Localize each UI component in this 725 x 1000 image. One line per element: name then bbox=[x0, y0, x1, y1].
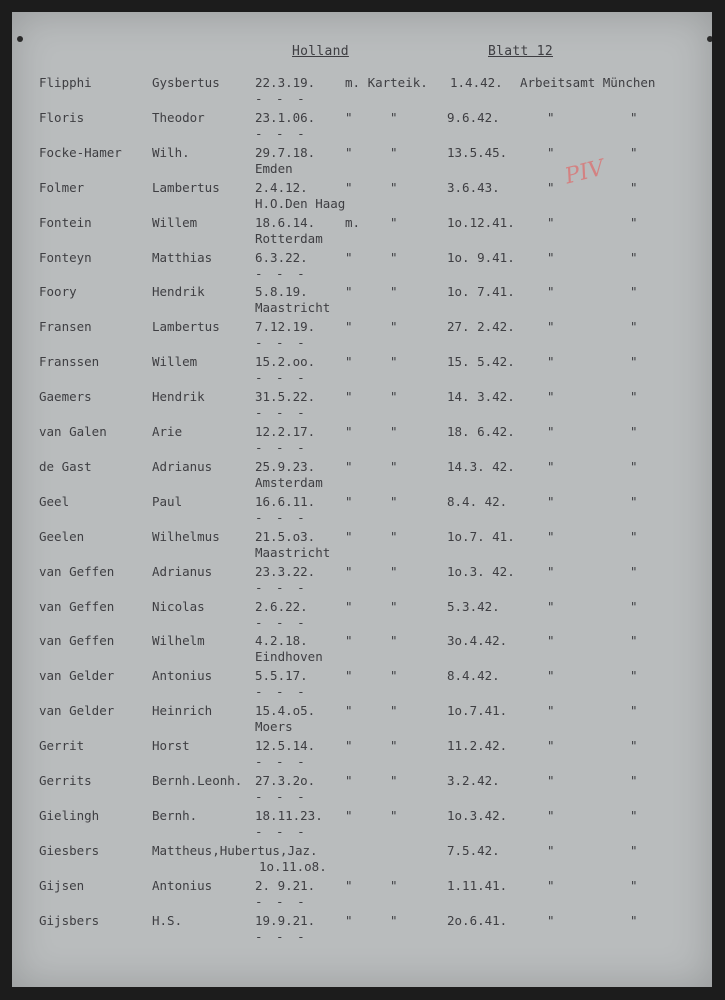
list-item bbox=[12, 250, 712, 284]
surname: Folmer bbox=[39, 179, 85, 195]
ditto-mark: " bbox=[547, 493, 555, 509]
ditto-mark: " bbox=[630, 598, 638, 614]
birth-date: 31.5.22. bbox=[255, 389, 316, 405]
birthplace-note: - - - bbox=[255, 370, 308, 386]
ditto-mark: " bbox=[547, 668, 555, 684]
birthplace-note: - - - bbox=[255, 928, 308, 944]
ditto-mark: " bbox=[547, 389, 555, 405]
entry-date: 3o.4.42. bbox=[447, 633, 508, 649]
ditto-mark: " bbox=[630, 214, 638, 230]
list-item bbox=[12, 215, 712, 249]
entry-date: 2o.6.41. bbox=[447, 912, 508, 928]
surname: van Geffen bbox=[39, 633, 115, 649]
entry-date: 9.6.42. bbox=[447, 109, 500, 125]
entry-date: 3.2.42. bbox=[447, 773, 500, 788]
given-names: Mattheus,Hubertus,Jaz. bbox=[152, 842, 318, 858]
ditto-mark: " bbox=[345, 179, 353, 195]
document-sheet bbox=[12, 12, 712, 987]
birthplace-note: H.O.Den Haag bbox=[255, 195, 346, 211]
surname: Geel bbox=[39, 493, 70, 509]
birth-date: 2.4.12. bbox=[255, 179, 308, 195]
entry-date: 1o.3. 42. bbox=[447, 563, 515, 579]
birthplace-note: Eindhoven bbox=[255, 649, 323, 665]
given-names: Hendrik bbox=[152, 284, 205, 300]
ditto-mark: " bbox=[345, 738, 353, 754]
ditto-mark: " bbox=[630, 284, 638, 300]
birthplace-note: - - - bbox=[255, 579, 308, 595]
list-item bbox=[12, 459, 712, 493]
ditto-mark: " bbox=[630, 912, 638, 928]
list-item bbox=[12, 180, 712, 214]
list-item bbox=[12, 564, 712, 598]
birthplace-note: - - - bbox=[255, 335, 308, 351]
entry-date: 8.4. 42. bbox=[447, 493, 508, 509]
ditto-mark: " bbox=[547, 877, 555, 893]
ditto-mark: " bbox=[345, 528, 353, 544]
birthplace-note: Moers bbox=[255, 719, 293, 735]
ditto-mark: " bbox=[547, 144, 555, 160]
given-names: Paul bbox=[152, 493, 183, 509]
ditto-mark: " bbox=[630, 528, 638, 544]
ditto-mark: " bbox=[547, 703, 555, 719]
given-names: Bernh.Leonh. bbox=[152, 773, 243, 788]
birth-date: 21.5.o3. bbox=[255, 528, 316, 544]
given-names: Bernh. bbox=[152, 807, 198, 823]
ditto-mark: " bbox=[630, 458, 638, 474]
ditto-mark: " bbox=[547, 214, 555, 230]
ditto-mark: " bbox=[390, 528, 398, 544]
birthplace-note: - - - bbox=[255, 91, 308, 106]
ditto-mark: " bbox=[547, 563, 555, 579]
list-item bbox=[12, 913, 712, 947]
ditto-mark: " bbox=[547, 807, 555, 823]
ditto-mark: " bbox=[390, 493, 398, 509]
ditto-mark: " bbox=[390, 389, 398, 405]
surname: Giesbers bbox=[39, 842, 100, 858]
list-item bbox=[12, 424, 712, 458]
birth-date: 18.6.14. bbox=[255, 214, 316, 230]
ditto-mark: " bbox=[547, 842, 555, 858]
ditto-mark: " bbox=[630, 493, 638, 509]
birth-date: 12.2.17. bbox=[255, 424, 316, 439]
given-names: Matthias bbox=[152, 249, 213, 265]
ditto-mark: " bbox=[390, 354, 398, 370]
list-item bbox=[12, 354, 712, 388]
list-item bbox=[12, 110, 712, 144]
birthplace-note: Emden bbox=[255, 160, 293, 176]
list-item bbox=[12, 599, 712, 633]
birthplace-note: - - - bbox=[255, 440, 308, 455]
birth-date: 25.9.23. bbox=[255, 458, 316, 474]
surname: Geelen bbox=[39, 528, 85, 544]
ditto-mark: " bbox=[630, 109, 638, 125]
ditto-mark: Arbeitsamt München bbox=[520, 75, 656, 90]
surname: Fransen bbox=[39, 319, 92, 335]
ditto-mark: " bbox=[345, 912, 353, 928]
surname: Gielingh bbox=[39, 807, 100, 823]
entry-date: 1o. 9.41. bbox=[447, 249, 515, 265]
birth-date: 7.12.19. bbox=[255, 319, 316, 335]
ditto-mark: " bbox=[390, 458, 398, 474]
entry-date: 7.5.42. bbox=[447, 842, 500, 858]
list-item bbox=[12, 843, 712, 877]
ditto-mark: " bbox=[547, 773, 555, 788]
birthplace-note: - - - bbox=[255, 265, 308, 281]
ditto-mark: " bbox=[390, 807, 398, 823]
header-country: Holland bbox=[292, 44, 349, 59]
ditto-mark: " bbox=[630, 144, 638, 160]
given-names: Adrianus bbox=[152, 563, 213, 579]
birthplace-note: Maastricht bbox=[255, 300, 331, 316]
birth-date: 6.3.22. bbox=[255, 249, 308, 265]
punch-hole-right bbox=[707, 36, 712, 42]
surname: van Galen bbox=[39, 424, 107, 439]
entry-date: 1o.7.41. bbox=[447, 703, 508, 719]
birth-date: 5.5.17. bbox=[255, 668, 308, 684]
birthplace-note: Maastricht bbox=[255, 544, 331, 560]
ditto-mark: m. Karteik. bbox=[345, 75, 428, 90]
entry-date: 14.3. 42. bbox=[447, 458, 515, 474]
ditto-mark: " bbox=[345, 424, 353, 439]
ditto-mark: " bbox=[345, 389, 353, 405]
birthplace-note: - - - bbox=[255, 405, 308, 421]
ditto-mark: " bbox=[345, 249, 353, 265]
ditto-mark: " bbox=[547, 249, 555, 265]
ditto-mark: " bbox=[345, 144, 353, 160]
ditto-mark: " bbox=[630, 389, 638, 405]
ditto-mark: " bbox=[345, 877, 353, 893]
birthplace-note: - - - bbox=[255, 614, 308, 630]
ditto-mark: " bbox=[630, 842, 638, 858]
ditto-mark: " bbox=[390, 214, 398, 230]
ditto-mark: " bbox=[630, 807, 638, 823]
entry-date: 3.6.43. bbox=[447, 179, 500, 195]
header-sheet-number: Blatt 12 bbox=[488, 44, 554, 59]
ditto-mark: " bbox=[547, 424, 555, 439]
entry-date: 1o.3.42. bbox=[447, 807, 508, 823]
birth-date: 22.3.19. bbox=[255, 75, 316, 90]
entry-date: 1o.12.41. bbox=[447, 214, 515, 230]
ditto-mark: " bbox=[547, 598, 555, 614]
surname: van Gelder bbox=[39, 668, 115, 684]
entry-date: 18. 6.42. bbox=[447, 424, 515, 439]
birthplace-note: - - - bbox=[255, 754, 308, 770]
entry-date: 1o. 7.41. bbox=[447, 284, 515, 300]
surname: Gijsbers bbox=[39, 912, 100, 928]
ditto-mark: " bbox=[630, 424, 638, 439]
entry-date: 1o.7. 41. bbox=[447, 528, 515, 544]
ditto-mark: " bbox=[345, 109, 353, 125]
surname: Floris bbox=[39, 109, 85, 125]
ditto-mark: " bbox=[390, 598, 398, 614]
ditto-mark: " bbox=[547, 528, 555, 544]
ditto-mark: " bbox=[345, 807, 353, 823]
ditto-mark: " bbox=[345, 493, 353, 509]
ditto-mark: " bbox=[390, 319, 398, 335]
ditto-mark: " bbox=[630, 703, 638, 719]
birth-date: 18.11.23. bbox=[255, 807, 323, 823]
list-item bbox=[12, 145, 712, 179]
list-item bbox=[12, 284, 712, 318]
ditto-mark: " bbox=[630, 668, 638, 684]
given-names: Lambertus bbox=[152, 319, 220, 335]
surname: van Gelder bbox=[39, 703, 115, 719]
ditto-mark: " bbox=[345, 703, 353, 719]
ditto-mark: " bbox=[345, 354, 353, 370]
given-names: Antonius bbox=[152, 877, 213, 893]
list-item bbox=[12, 773, 712, 807]
surname: Gerrits bbox=[39, 773, 92, 788]
ditto-mark: m. bbox=[345, 214, 361, 230]
list-item bbox=[12, 738, 712, 772]
punch-hole-left bbox=[17, 36, 23, 42]
birth-date: 23.3.22. bbox=[255, 563, 316, 579]
ditto-mark: " bbox=[390, 563, 398, 579]
surname: Gaemers bbox=[39, 389, 92, 405]
ditto-mark: " bbox=[390, 144, 398, 160]
entry-date: 27. 2.42. bbox=[447, 319, 515, 335]
birth-date: 16.6.11. bbox=[255, 493, 316, 509]
ditto-mark: " bbox=[630, 354, 638, 370]
birth-date: 12.5.14. bbox=[255, 738, 316, 754]
ditto-mark: " bbox=[547, 458, 555, 474]
birthplace-note: - - - bbox=[255, 125, 308, 141]
ditto-mark: " bbox=[630, 179, 638, 195]
ditto-mark: " bbox=[390, 877, 398, 893]
given-names: Wilhelm bbox=[152, 633, 205, 649]
surname: van Geffen bbox=[39, 598, 115, 614]
birth-date: 2.6.22. bbox=[255, 598, 308, 614]
ditto-mark: " bbox=[390, 109, 398, 125]
entry-date: 14. 3.42. bbox=[447, 389, 515, 405]
entry-date: 1.4.42. bbox=[450, 75, 503, 90]
ditto-mark: " bbox=[345, 563, 353, 579]
ditto-mark: " bbox=[547, 912, 555, 928]
ditto-mark: " bbox=[547, 284, 555, 300]
entry-date: 1.11.41. bbox=[447, 877, 508, 893]
given-names: Wilhelmus bbox=[152, 528, 220, 544]
given-names: Lambertus bbox=[152, 179, 220, 195]
ditto-mark: " bbox=[630, 319, 638, 335]
given-names: Theodor bbox=[152, 109, 205, 125]
given-names: Willem bbox=[152, 214, 198, 230]
entry-date: 15. 5.42. bbox=[447, 354, 515, 370]
given-names: Willem bbox=[152, 354, 198, 370]
list-item bbox=[12, 494, 712, 528]
ditto-mark: " bbox=[390, 912, 398, 928]
ditto-mark: " bbox=[345, 773, 353, 788]
ditto-mark: " bbox=[390, 633, 398, 649]
ditto-mark: " bbox=[547, 354, 555, 370]
birthplace-note: Amsterdam bbox=[255, 474, 323, 490]
ditto-mark: " bbox=[345, 633, 353, 649]
given-names: Gysbertus bbox=[152, 75, 220, 90]
given-names: Adrianus bbox=[152, 458, 213, 474]
ditto-mark: " bbox=[547, 633, 555, 649]
ditto-mark: " bbox=[390, 179, 398, 195]
ditto-mark: " bbox=[390, 668, 398, 684]
ditto-mark: " bbox=[345, 284, 353, 300]
birth-date: 29.7.18. bbox=[255, 144, 316, 160]
birthplace-note: - - - bbox=[255, 823, 308, 839]
surname: Foory bbox=[39, 284, 77, 300]
birth-date: 4.2.18. bbox=[255, 633, 308, 649]
given-names: H.S. bbox=[152, 912, 183, 928]
list-item bbox=[12, 319, 712, 353]
birthplace-note: - - - bbox=[255, 893, 308, 909]
entry-date: 13.5.45. bbox=[447, 144, 508, 160]
ditto-mark: " bbox=[345, 319, 353, 335]
ditto-mark: " bbox=[630, 249, 638, 265]
entry-date: 8.4.42. bbox=[447, 668, 500, 684]
ditto-mark: " bbox=[345, 668, 353, 684]
ditto-mark: " bbox=[630, 738, 638, 754]
ditto-mark: " bbox=[547, 109, 555, 125]
list-item bbox=[12, 668, 712, 702]
list-item bbox=[12, 529, 712, 563]
surname: van Geffen bbox=[39, 563, 115, 579]
surname: Flipphi bbox=[39, 75, 92, 90]
ditto-mark: " bbox=[630, 773, 638, 788]
given-names: Arie bbox=[152, 424, 183, 439]
given-names: Horst bbox=[152, 738, 190, 754]
birth-date: 27.3.2o. bbox=[255, 773, 316, 788]
surname: Gerrit bbox=[39, 738, 85, 754]
ditto-mark: " bbox=[630, 877, 638, 893]
red-handwritten-mark: PIV bbox=[562, 155, 607, 190]
list-item bbox=[12, 878, 712, 912]
given-names: Heinrich bbox=[152, 703, 213, 719]
entry-date: 11.2.42. bbox=[447, 738, 508, 754]
birthplace-note: - - - bbox=[255, 684, 308, 700]
ditto-mark: " bbox=[547, 738, 555, 754]
ditto-mark: " bbox=[345, 458, 353, 474]
given-names: Wilh. bbox=[152, 144, 190, 160]
given-names: Antonius bbox=[152, 668, 213, 684]
ditto-mark: " bbox=[547, 179, 555, 195]
ditto-mark: " bbox=[390, 424, 398, 439]
surname: Gijsen bbox=[39, 877, 85, 893]
ditto-mark: " bbox=[390, 738, 398, 754]
surname: Fonteyn bbox=[39, 249, 92, 265]
birth-date: 15.2.oo. bbox=[255, 354, 316, 370]
birthplace-note: Rotterdam bbox=[255, 230, 323, 246]
birth-date: 23.1.06. bbox=[255, 109, 316, 125]
birth-date: 19.9.21. bbox=[255, 912, 316, 928]
entry-date: 5.3.42. bbox=[447, 598, 500, 614]
surname: Franssen bbox=[39, 354, 100, 370]
list-item bbox=[12, 389, 712, 423]
list-item bbox=[12, 703, 712, 737]
ditto-mark: " bbox=[390, 773, 398, 788]
given-names: Hendrik bbox=[152, 389, 205, 405]
surname: de Gast bbox=[39, 458, 92, 474]
ditto-mark: " bbox=[547, 319, 555, 335]
surname: Fontein bbox=[39, 214, 92, 230]
birthplace-note: 1o.11.o8. bbox=[259, 858, 327, 874]
ditto-mark: " bbox=[390, 284, 398, 300]
birth-date: 2. 9.21. bbox=[255, 877, 316, 893]
ditto-mark: " bbox=[630, 633, 638, 649]
list-item bbox=[12, 808, 712, 842]
birthplace-note: - - - bbox=[255, 789, 308, 804]
birth-date: 15.4.o5. bbox=[255, 703, 316, 719]
ditto-mark: " bbox=[390, 249, 398, 265]
list-item bbox=[12, 75, 712, 109]
ditto-mark: " bbox=[345, 598, 353, 614]
birth-date: 5.8.19. bbox=[255, 284, 308, 300]
birthplace-note: - - - bbox=[255, 509, 308, 525]
surname: Focke-Hamer bbox=[39, 144, 122, 160]
list-item bbox=[12, 633, 712, 667]
given-names: Nicolas bbox=[152, 598, 205, 614]
ditto-mark: " bbox=[390, 703, 398, 719]
ditto-mark: " bbox=[630, 563, 638, 579]
